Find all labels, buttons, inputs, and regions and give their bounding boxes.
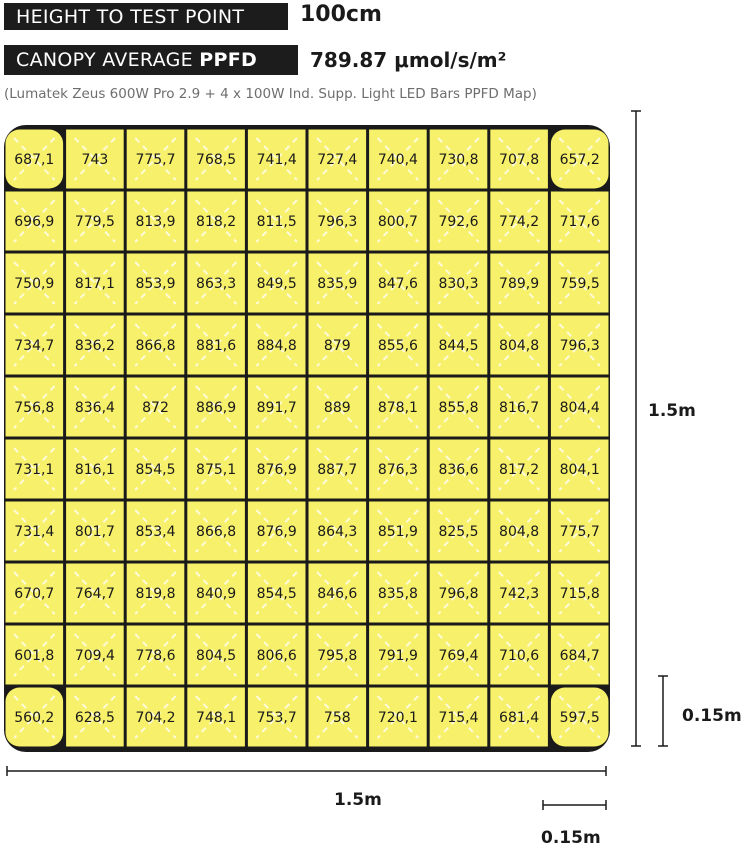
height-label: HEIGHT TO TEST POINT xyxy=(16,5,245,28)
ppfd-cell xyxy=(66,130,124,189)
ppfd-cell-value: 881,6 xyxy=(196,338,237,354)
ppfd-cell xyxy=(127,254,185,313)
ppfd-cell-value: 840,9 xyxy=(196,586,237,602)
ppfd-cell xyxy=(6,502,64,561)
ppfd-cell-value: 774,2 xyxy=(499,214,540,230)
bottom-small-dimension-label: 0.15m xyxy=(541,828,601,848)
ppfd-cell-value: 875,1 xyxy=(196,462,237,478)
ppfd-cell xyxy=(490,564,548,623)
ppfd-cell xyxy=(309,192,367,251)
ppfd-cell xyxy=(248,316,306,375)
ppfd-cell-value: 731,4 xyxy=(14,524,55,540)
ppfd-cell-value: 835,8 xyxy=(377,586,418,602)
ppfd-cell-value: 864,3 xyxy=(317,524,358,540)
ppfd-cell xyxy=(369,502,427,561)
ppfd-cell-value: 851,9 xyxy=(377,524,418,540)
ppfd-cell xyxy=(6,626,64,685)
ppfd-cell xyxy=(6,378,64,437)
ppfd-cell xyxy=(490,254,548,313)
ppfd-cell xyxy=(187,192,245,251)
ppfd-cell xyxy=(6,192,64,251)
ppfd-cell xyxy=(187,502,245,561)
ppfd-cell xyxy=(490,440,548,499)
ppfd-cell-value: 657,2 xyxy=(559,152,600,168)
ppfd-cell-value: 891,7 xyxy=(256,400,297,416)
ppfd-cell xyxy=(309,502,367,561)
ppfd-cell-value: 846,6 xyxy=(317,586,358,602)
ppfd-label-bold: PPFD xyxy=(199,49,258,71)
ppfd-cell xyxy=(551,130,609,189)
ppfd-cell xyxy=(430,564,488,623)
ppfd-cell-value: 817,2 xyxy=(499,462,540,478)
ppfd-cell-value: 796,8 xyxy=(438,586,479,602)
ppfd-cell xyxy=(551,626,609,685)
ppfd-cell xyxy=(309,254,367,313)
ppfd-cell-value: 853,4 xyxy=(135,524,176,540)
ppfd-cell xyxy=(551,688,609,747)
ppfd-cell xyxy=(187,626,245,685)
ppfd-cell xyxy=(369,626,427,685)
ppfd-cell xyxy=(490,626,548,685)
ppfd-cell-value: 775,7 xyxy=(559,524,600,540)
ppfd-cell xyxy=(551,254,609,313)
ppfd-cell xyxy=(187,688,245,747)
ppfd-cell-value: 819,8 xyxy=(135,586,176,602)
ppfd-cell xyxy=(187,316,245,375)
ppfd-cell xyxy=(490,130,548,189)
ppfd-cell-value: 628,5 xyxy=(74,710,115,726)
ppfd-cell xyxy=(127,564,185,623)
ppfd-cell-value: 560,2 xyxy=(14,710,55,726)
ppfd-cell-value: 863,3 xyxy=(196,276,237,292)
ppfd-cell-value: 743 xyxy=(81,152,109,168)
ppfd-cell xyxy=(6,440,64,499)
ppfd-cell xyxy=(127,130,185,189)
ppfd-cell-value: 804,4 xyxy=(559,400,600,416)
ppfd-cell-value: 696,9 xyxy=(14,214,55,230)
ppfd-cell-value: 835,9 xyxy=(317,276,358,292)
ppfd-cell-value: 731,1 xyxy=(14,462,55,478)
ppfd-cell-value: 836,2 xyxy=(74,338,115,354)
ppfd-cell xyxy=(430,626,488,685)
ppfd-cell-value: 715,8 xyxy=(559,586,600,602)
ppfd-cell-value: 836,4 xyxy=(74,400,115,416)
ppfd-cell-value: 796,3 xyxy=(559,338,600,354)
ppfd-cell-value: 866,8 xyxy=(135,338,176,354)
ppfd-cell xyxy=(66,254,124,313)
ppfd-cell-value: 720,1 xyxy=(377,710,418,726)
ppfd-cell xyxy=(248,254,306,313)
ppfd-cell-value: 775,7 xyxy=(135,152,176,168)
ppfd-cell-value: 741,4 xyxy=(256,152,297,168)
ppfd-cell xyxy=(6,254,64,313)
ppfd-cell-value: 753,7 xyxy=(256,710,297,726)
ppfd-cell-value: 804,8 xyxy=(499,338,540,354)
ppfd-cell xyxy=(551,192,609,251)
ppfd-cell-value: 704,2 xyxy=(135,710,176,726)
ppfd-cell-value: 789,9 xyxy=(499,276,540,292)
ppfd-cell xyxy=(187,440,245,499)
ppfd-cell xyxy=(369,378,427,437)
ppfd-cell-value: 844,5 xyxy=(438,338,479,354)
ppfd-cell-value: 778,6 xyxy=(135,648,176,664)
ppfd-cell-value: 876,9 xyxy=(256,462,297,478)
ppfd-cell-value: 740,4 xyxy=(377,152,418,168)
ppfd-cell-value: 758 xyxy=(323,710,351,726)
ppfd-cell-value: 796,3 xyxy=(317,214,358,230)
ppfd-cell xyxy=(6,130,64,189)
ppfd-cell xyxy=(66,378,124,437)
ppfd-label-prefix: CANOPY AVERAGE xyxy=(16,49,200,71)
ppfd-cell-value: 801,7 xyxy=(74,524,115,540)
ppfd-cell-value: 818,2 xyxy=(196,214,237,230)
ppfd-cell-value: 670,7 xyxy=(14,586,55,602)
ppfd-cell-value: 825,5 xyxy=(438,524,479,540)
ppfd-cell-value: 836,6 xyxy=(438,462,479,478)
ppfd-cell xyxy=(369,440,427,499)
ppfd-cell-value: 876,3 xyxy=(377,462,418,478)
ppfd-cell-value: 847,6 xyxy=(377,276,418,292)
ppfd-cell xyxy=(248,440,306,499)
ppfd-cell xyxy=(127,192,185,251)
ppfd-cell xyxy=(187,378,245,437)
ppfd-cell-value: 707,8 xyxy=(499,152,540,168)
ppfd-cell-value: 876,9 xyxy=(256,524,297,540)
ppfd-cell xyxy=(551,378,609,437)
ppfd-cell xyxy=(248,192,306,251)
ppfd-cell-value: 687,1 xyxy=(14,152,55,168)
ppfd-cell-value: 792,6 xyxy=(438,214,479,230)
ppfd-cell-value: 681,4 xyxy=(499,710,540,726)
ppfd-cell xyxy=(66,626,124,685)
ppfd-cell-value: 715,4 xyxy=(438,710,479,726)
ppfd-cell xyxy=(66,192,124,251)
ppfd-cell-value: 816,7 xyxy=(499,400,540,416)
right-small-dimension xyxy=(658,676,742,746)
ppfd-cell xyxy=(430,688,488,747)
ppfd-cell-value: 806,6 xyxy=(256,648,297,664)
ppfd-cell-value: 748,1 xyxy=(196,710,237,726)
ppfd-cell xyxy=(187,130,245,189)
ppfd-cell xyxy=(430,130,488,189)
ppfd-cell-value: 727,4 xyxy=(317,152,358,168)
ppfd-cell-value: 817,1 xyxy=(74,276,115,292)
ppfd-cell-value: 830,3 xyxy=(438,276,479,292)
ppfd-cell-value: 813,9 xyxy=(135,214,176,230)
ppfd-cell xyxy=(248,130,306,189)
ppfd-cell-value: 769,4 xyxy=(438,648,479,664)
ppfd-cell-value: 764,7 xyxy=(74,586,115,602)
ppfd-cell-value: 816,1 xyxy=(74,462,115,478)
ppfd-cell-value: 854,5 xyxy=(135,462,176,478)
ppfd-cell-value: 804,8 xyxy=(499,524,540,540)
ppfd-cell xyxy=(490,688,548,747)
ppfd-cell xyxy=(127,688,185,747)
right-dimension-label: 1.5m xyxy=(648,401,696,421)
ppfd-cell xyxy=(248,688,306,747)
ppfd-cell-value: 601,8 xyxy=(14,648,55,664)
ppfd-cell-value: 756,8 xyxy=(14,400,55,416)
ppfd-cell xyxy=(551,316,609,375)
ppfd-cell-value: 710,6 xyxy=(499,648,540,664)
ppfd-cell-value: 742,3 xyxy=(499,586,540,602)
ppfd-cell xyxy=(309,626,367,685)
ppfd-cell xyxy=(490,502,548,561)
ppfd-cell xyxy=(309,440,367,499)
ppfd-cell xyxy=(309,378,367,437)
ppfd-cell xyxy=(430,316,488,375)
ppfd-cell-value: 730,8 xyxy=(438,152,479,168)
right-dimension xyxy=(631,111,696,746)
ppfd-cell-value: 717,6 xyxy=(559,214,600,230)
ppfd-cell-value: 779,5 xyxy=(74,214,115,230)
ppfd-cell xyxy=(551,564,609,623)
ppfd-cell xyxy=(430,378,488,437)
ppfd-cell-value: 886,9 xyxy=(196,400,237,416)
ppfd-cell xyxy=(187,564,245,623)
ppfd-cell xyxy=(369,254,427,313)
ppfd-cell-value: 804,5 xyxy=(196,648,237,664)
ppfd-cell xyxy=(127,440,185,499)
ppfd-cell xyxy=(6,316,64,375)
ppfd-cell-value: 855,8 xyxy=(438,400,479,416)
ppfd-cell xyxy=(127,626,185,685)
ppfd-cell xyxy=(127,502,185,561)
ppfd-cell-value: 866,8 xyxy=(196,524,237,540)
ppfd-cell xyxy=(430,502,488,561)
ppfd-cell xyxy=(309,564,367,623)
ppfd-cell xyxy=(248,626,306,685)
ppfd-cell-value: 684,7 xyxy=(559,648,600,664)
ppfd-cell xyxy=(369,688,427,747)
ppfd-cell xyxy=(66,316,124,375)
bottom-dimension xyxy=(7,766,606,810)
ppfd-cell xyxy=(369,316,427,375)
ppfd-cell xyxy=(430,254,488,313)
ppfd-cell-value: 811,5 xyxy=(256,214,297,230)
ppfd-cell xyxy=(309,130,367,189)
ppfd-cell-value: 879 xyxy=(323,338,351,354)
ppfd-cell xyxy=(66,440,124,499)
ppfd-cell-value: 884,8 xyxy=(256,338,297,354)
ppfd-cell xyxy=(309,688,367,747)
ppfd-cell-value: 878,1 xyxy=(377,400,418,416)
ppfd-cell xyxy=(248,564,306,623)
ppfd-cell-value: 872 xyxy=(142,400,169,416)
ppfd-cell xyxy=(430,440,488,499)
ppfd-cell xyxy=(490,378,548,437)
ppfd-cell-value: 759,5 xyxy=(559,276,600,292)
ppfd-cell-value: 791,9 xyxy=(377,648,418,664)
ppfd-cell-value: 889 xyxy=(323,400,351,416)
ppfd-cell xyxy=(66,564,124,623)
ppfd-cell-value: 795,8 xyxy=(317,648,358,664)
ppfd-cell xyxy=(66,502,124,561)
ppfd-cell xyxy=(430,192,488,251)
ppfd-cell-value: 734,7 xyxy=(14,338,55,354)
bottom-dimension-label: 1.5m xyxy=(334,790,382,810)
ppfd-cell xyxy=(551,440,609,499)
ppfd-cell xyxy=(187,254,245,313)
ppfd-cell-value: 849,5 xyxy=(256,276,297,292)
ppfd-cell xyxy=(369,192,427,251)
ppfd-cell-value: 853,9 xyxy=(135,276,176,292)
ppfd-cell xyxy=(6,564,64,623)
ppfd-cell xyxy=(248,502,306,561)
ppfd-cell xyxy=(66,688,124,747)
ppfd-cell-value: 750,9 xyxy=(14,276,55,292)
ppfd-cell xyxy=(490,192,548,251)
ppfd-cell-value: 597,5 xyxy=(559,710,600,726)
ppfd-cell-value: 854,5 xyxy=(256,586,297,602)
ppfd-cell xyxy=(248,378,306,437)
ppfd-cell xyxy=(309,316,367,375)
ppfd-value: 789.87 μmol/s/m² xyxy=(310,48,507,72)
bottom-small-dimension xyxy=(541,800,606,848)
ppfd-cell-value: 887,7 xyxy=(317,462,358,478)
ppfd-cell xyxy=(6,688,64,747)
ppfd-cell-value: 800,7 xyxy=(377,214,418,230)
ppfd-cell xyxy=(127,316,185,375)
ppfd-cell-value: 709,4 xyxy=(74,648,115,664)
height-value: 100cm xyxy=(300,2,382,27)
map-subtitle: (Lumatek Zeus 600W Pro 2.9 + 4 x 100W Ind. Supp. Light LED Bars PPFD Map) xyxy=(4,86,537,102)
ppfd-cell-value: 768,5 xyxy=(196,152,237,168)
right-small-dimension-label: 0.15m xyxy=(682,706,742,726)
ppfd-cell xyxy=(490,316,548,375)
ppfd-cell-value: 855,6 xyxy=(377,338,418,354)
ppfd-cell xyxy=(551,502,609,561)
ppfd-cell xyxy=(369,130,427,189)
ppfd-cell-value: 804,1 xyxy=(559,462,600,478)
ppfd-cell xyxy=(127,378,185,437)
ppfd-cell xyxy=(369,564,427,623)
